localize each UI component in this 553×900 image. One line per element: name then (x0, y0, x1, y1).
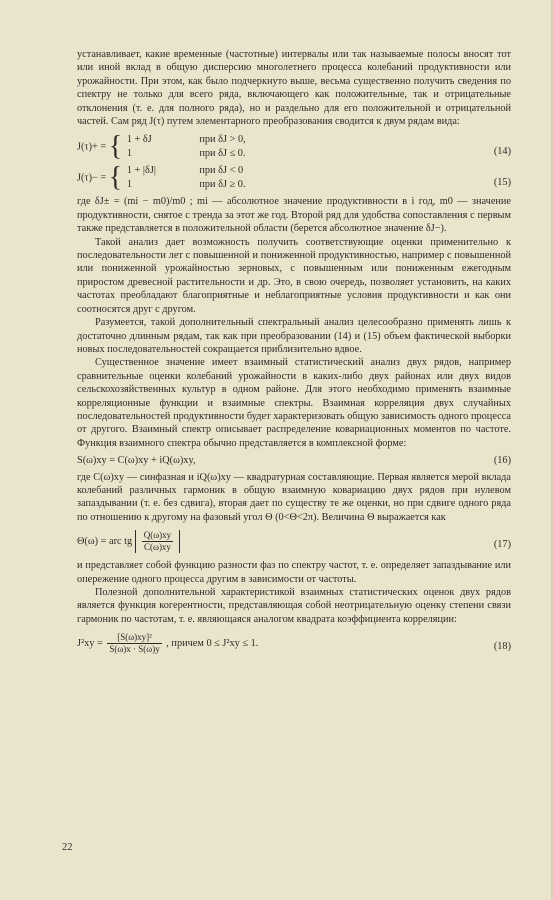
fraction-numerator: [S(ω)xy]² (107, 632, 161, 644)
fraction-denominator: S(ω)x · S(ω)y (109, 644, 160, 655)
equation-15 (77, 164, 511, 192)
equation-lhs: J(τ)− = (77, 172, 107, 184)
case-value: 1 (126, 148, 132, 160)
equation-14 (77, 133, 511, 161)
equation-17 (77, 530, 511, 553)
equation-body: S(ω)xy = C(ω)xy + iQ(ω)xy, (77, 455, 196, 467)
paragraph: Существенное значение имеет взаимный статистический анализ двух рядов, например сравнительные оценки колебаний урожайности в каких-либо двух районах или двух видов сельскохозяйственных культур в одном районе. Для этого необходимо применять взаимные корреляционные функции и взаимные спектры. Взаимная корреляция двух случайных последовательностей продуктивности будет характеризовать общую зависимость одного процесса от другого. Взаимный спектр описывает распределение ковариационных моментов по частоте. Функция взаимного спектра обычно представляется в комплексной форме: (77, 357, 511, 449)
brace-symbol: { (108, 162, 123, 194)
equation-18 (77, 632, 511, 655)
fraction-denominator: C(ω)xy (144, 542, 171, 553)
paragraph: Разумеется, такой дополнительный спектральный анализ целесообразно применять лишь к достаточно длинным рядам, так как при преобразовании (14) и (15) объем фактической выборки новых последовательностей сокращается приблизительно вдвое. (77, 317, 511, 355)
paragraph: Полезной дополнительной характеристикой взаимных статистических оценок двух рядов является функция когерентности, представляющая собой неотрицательную оценку степени связи гармоник по частотам, т. е. являющаяся аналогом квадрата коэффициента корреляции: (77, 587, 511, 625)
equation-number: (18) (493, 641, 511, 653)
paragraph: устанавливает, какие временные (частотные) интервалы или так называемые полосы вносят тот или иной вклад в общую дисперсию многолетнего процесса колебаний продуктивности или урожайности. При этом, как было подчеркнуто выше, весьма существенно получить сведения по спектру не только для всего ряда, включающего как положительные, так и отрицательные отклонения (т. е. для полного ряда), но и раздельно для его положительной и отрицательной частей. Сам ряд J(τ) путем элементарного преобразования сводится к двум рядам вида: (77, 49, 511, 128)
equation-lhs: Θ(ω) = arc tg (77, 536, 133, 548)
brace-symbol: { (108, 131, 123, 163)
page-content (77, 48, 511, 658)
equation-cases (127, 164, 246, 192)
equation-lhs: J(τ)+ = (77, 141, 107, 153)
equation-number: (14) (493, 146, 511, 158)
equation-number: (15) (493, 177, 511, 189)
case-value: 1 (126, 179, 132, 191)
case-value: 1 + |δJ| (126, 165, 156, 177)
equation-number: (16) (493, 455, 511, 467)
equation-cases (127, 133, 246, 161)
equation-16 (77, 454, 511, 467)
case-condition: при δJ < 0 (199, 165, 244, 177)
equation-bracket (135, 530, 180, 553)
paragraph: и представляет собой функцию разности фаз по спектру частот, т. е. определяет запаздывание или опережение одного процесса другим в зависимости от частоты. (77, 560, 511, 585)
equation-number: (17) (493, 539, 511, 551)
case-condition: при δJ ≥ 0. (199, 179, 246, 191)
fraction (107, 632, 161, 655)
case-condition: при δJ > 0, (199, 134, 246, 146)
fraction-numerator: Q(ω)xy (143, 530, 172, 541)
fraction (142, 530, 173, 553)
equation-condition: , причем 0 ≤ J²xy ≤ 1. (166, 638, 259, 650)
paragraph: где C(ω)xy — синфазная и iQ(ω)xy — квадратурная составляющие. Первая является мерой вклада колебаний различных гармоник в общую взаимную ковариацию двух рядов при нулевом запаздывании (т. е. без сдвига), вторая дает по существу те же оценки, но при сдвиге одного ряда по отношению к другому на фазовый угол Θ (0<Θ<2π). Величина Θ выражается как (77, 471, 511, 523)
paragraph: Такой анализ дает возможность получить соответствующие оценки применительно к последовательности лет с повышенной и пониженной продуктивностью, например с повышенной или пониженной урожайностью зерновых, с повышенным или пониженным ежегодным приростом древесной растительности и др. Это, в свою очередь, позволяет установить, на каких частотах преобладают благоприятные и неблагоприятные условия продуктивности и как они соотносятся друг с другом. (77, 236, 511, 315)
case-value: 1 + δJ (126, 134, 152, 146)
page-number: 22 (62, 842, 73, 853)
paragraph: где δJ± = (mi − m0)/m0 ; mi — абсолютное значение продуктивности в i год, m0 — значение продуктивности, снятое с тренда за этот же год. Второй ряд для удобства сопоставления с первым также представляется в положительной области (берется абсолютное значение δJ−). (77, 196, 511, 235)
equation-lhs: J²xy = (77, 638, 103, 650)
case-condition: при δJ ≤ 0. (199, 148, 246, 160)
